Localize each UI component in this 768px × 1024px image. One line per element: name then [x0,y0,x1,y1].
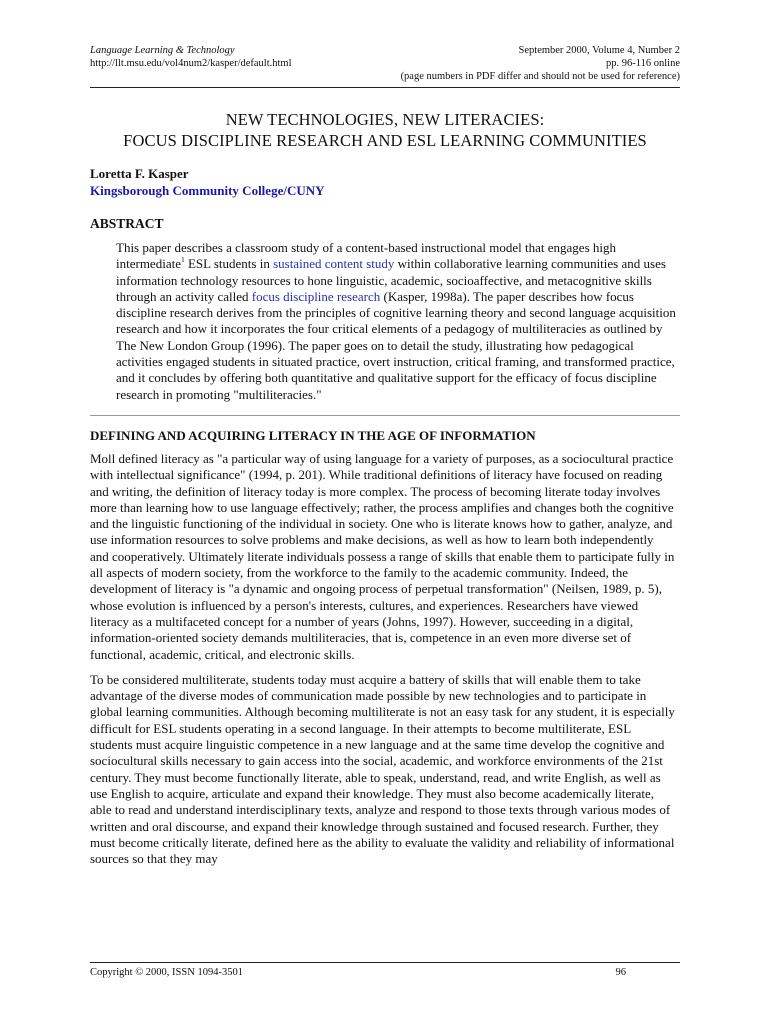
abstract-text-2: ESL students in [184,256,274,272]
document-page [90,44,680,867]
page-range: pp. 96-116 online [606,58,680,69]
body-paragraph-1: Moll defined literacy as "a particular way of using language for a variety of purposes, as a sociocultural practice with intellectual significance" (1994, p. 201). While traditional definitions of literacy have focused on reading and writing, the definition of literacy today is more complex. The process of becoming literate today involves more than learning how to use language effectively; rather, the process amplifies and changes both the cognitive and the linguistic functioning of the individual in society. One who is literate knows how to gather, analyze, and use information resources to solve problems and make decisions, as well as how to learn both independently and cooperatively. Ultimately literate individuals possess a range of skills that enable them to participate fully in all aspects of modern society, from the workforce to the family to the academic community. Indeed, the development of literacy is "a dynamic and ongoing process of perpetual transformation" (Neilsen, 1989, p. 5), whose evolution is influenced by a person's interests, cultures, and experiences. Researchers have viewed literacy as a multifaceted concept for a number of years (Johns, 1997). However, succeeding in a digital, information-oriented society demands multiliteracies, that is, competence in an even more diverse set of functional, academic, critical, and electronic skills. [90,450,675,662]
article-title [90,109,680,151]
title-line-1: NEW TECHNOLOGIES, NEW LITERACIES: [225,110,545,129]
page-footer [90,962,680,981]
abstract-text-4: (Kasper, 1998a). The paper describes how focus discipline research derives from the principles of cognitive learning theory and second language acquisition research and how it incorporates the four critical elements of a pedagogy of multiliteracies as outlined by The New London Group (1996). The paper goes on to detail the study, illustrating how pedagogical activities engaged students in situated practice, overt instruction, critical framing, and transformed practice, and it concludes by offering both quantitative and qualitative support for the efficacy of focus discipline research in promoting "multiliteracies." [116,288,676,402]
journal-name: Language Learning & Technology [90,45,235,56]
section-divider [90,415,680,416]
abstract-text [116,240,676,403]
title-line-2: FOCUS DISCIPLINE RESEARCH AND ESL LEARNING COMMUNITIES [123,131,647,150]
header-divider [90,87,680,88]
header-left [90,44,292,70]
footer-divider [90,962,680,963]
focus-discipline-research-link[interactable]: focus discipline research [251,288,381,304]
sustained-content-study-link[interactable]: sustained content study [273,256,395,272]
header-right [401,44,680,83]
abstract-text-1: This paper describes a classroom study of a content-based instructional model that engages high intermediate [116,240,616,272]
abstract-text-3: within collaborative learning communities and uses information technology resources to hone linguistic, academic, socioaffective, and metacognitive skills through an activity called [116,256,666,304]
section-heading: DEFINING AND ACQUIRING LITERACY IN THE AGE OF INFORMATION [90,427,536,443]
page-number: 96 [615,967,626,978]
article-url: http://llt.msu.edu/vol4num2/kasper/default.html [90,58,292,69]
abstract-heading: ABSTRACT [90,216,164,231]
footnote-ref[interactable]: 1 [180,255,185,265]
body-paragraph-2: To be considered multiliterate, students today must acquire a battery of skills that will enable them to take advantage of the diverse modes of communication made possible by new technologies and to participate in global learning communities. Although becoming multiliterate is not an easy task for any student, it is especially difficult for ESL students operating in a second language. In their attempts to become multiliterate, ESL students must acquire linguistic competence in a new language and at the same time develop the cognitive and sociocultural skills necessary to gain access into the social, academic, and workforce environments of the 21st century. They must become functionally literate, able to speak, understand, read, and write English, as well as use English to acquire, articulate and expand their knowledge. They must also become academically literate, able to read and understand interdisciplinary texts, analyze and respond to those texts through various modes of written and oral discourse, and expand their knowledge through sustained and focused research. Further, they must become critically literate, defined here as the ability to evaluate the validity and reliability of informational sources so that they may [90,671,675,867]
page-number-note: (page numbers in PDF differ and should not be used for reference) [400,71,680,82]
footer-row [90,967,680,981]
copyright-notice: Copyright © 2000, ISSN 1094-3501 [90,967,243,978]
page-header [90,44,680,89]
issue-info: September 2000, Volume 4, Number 2 [518,45,680,56]
author-name: Loretta F. Kasper [90,166,189,181]
author-affiliation-link[interactable]: Kingsborough Community College/CUNY [90,183,325,198]
